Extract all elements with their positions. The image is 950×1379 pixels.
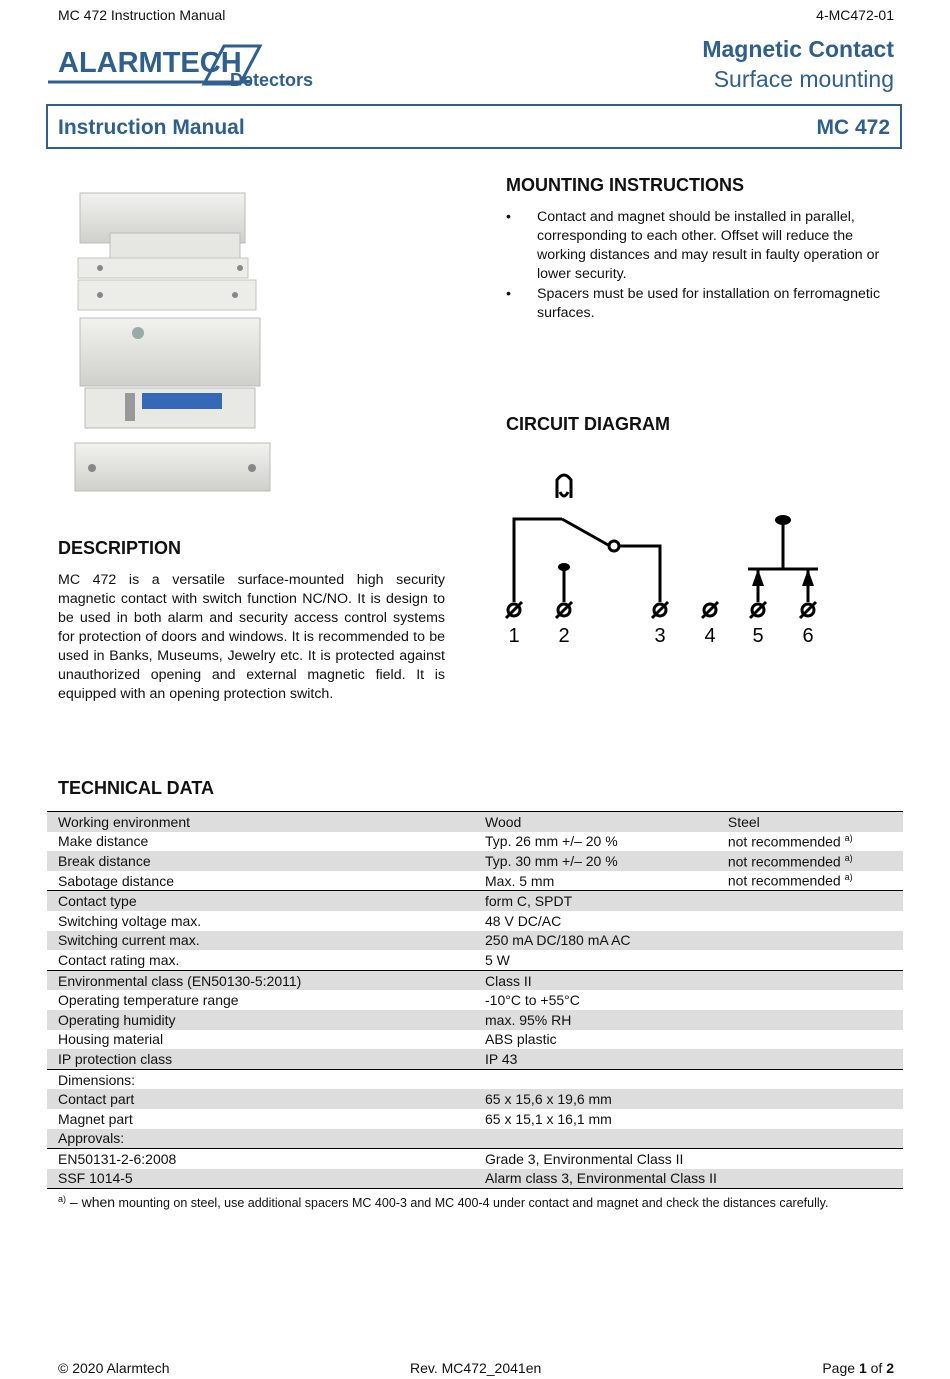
footnote [58, 1194, 828, 1210]
table-cell [717, 1109, 903, 1129]
table-cell [47, 832, 474, 852]
cell-text: Typ. 30 mm +/– 20 % [485, 852, 618, 869]
cell-text: Wood [485, 813, 522, 830]
cell-text: Housing material [58, 1031, 164, 1048]
cell-text: not recommended [727, 833, 841, 850]
table-cell [717, 1010, 903, 1030]
cell-text: 65 x 15,1 x 16,1 mm [485, 1110, 612, 1127]
table-cell [47, 891, 474, 911]
page-of: of [866, 1360, 887, 1376]
banner-left: Instruction Manual [58, 116, 245, 139]
cell-text: -10°C to +55°C [485, 992, 580, 1009]
table-row [47, 1030, 903, 1050]
table-cell [717, 1069, 903, 1089]
table-cell [47, 871, 474, 891]
cell-text: Max. 5 mm [485, 872, 555, 889]
alarmtech-logo [46, 38, 326, 96]
page-word: Page [822, 1360, 859, 1376]
description-text: MC 472 is a versatile surface-mounted high security magnetic contact with switch function NC/NO. It is design to be used in both alarm and security access control systems for protection of doors and windows. It is recommended to be used in Banks, Museums, Jewelry etc. It is protected against unauthorized opening and external magnetic field. It is equipped with an opening protection switch. [58, 572, 445, 702]
table-cell [47, 1109, 474, 1129]
manual-banner [46, 104, 902, 149]
table-cell [717, 1169, 903, 1189]
page-number [822, 1360, 894, 1376]
list-item: • Spacers must be used for installation on ferromagnetic surfaces. [506, 285, 901, 323]
cell-text: not recommended [727, 853, 841, 870]
table-cell [717, 1089, 903, 1109]
cell-text: Alarm class 3, Environmental Class II [485, 1170, 717, 1187]
table-cell [717, 1049, 903, 1069]
table-cell [474, 1030, 717, 1050]
table-row [47, 931, 903, 951]
table-row [47, 990, 903, 1010]
cell-text: Contact part [58, 1091, 135, 1108]
table-cell [717, 812, 903, 832]
table-cell [474, 1069, 717, 1089]
table-row [47, 911, 903, 931]
cell-text: Contact rating max. [58, 951, 180, 968]
table-cell [47, 1049, 474, 1069]
table-cell [47, 990, 474, 1010]
table-cell [717, 851, 903, 871]
cell-text: max. 95% RH [485, 1011, 572, 1028]
table-cell [474, 812, 717, 832]
cell-text: Operating temperature range [58, 992, 239, 1009]
table-row [47, 1149, 903, 1169]
table-cell [47, 970, 474, 990]
table-row [47, 1069, 903, 1089]
mounting-heading: MOUNTING INSTRUCTIONS [506, 175, 744, 195]
cell-text: Make distance [58, 833, 149, 850]
cell-text: 65 x 15,6 x 19,6 mm [485, 1091, 612, 1108]
footnote-ref: a) [844, 852, 853, 863]
doc-code: 4-MC472-01 [816, 7, 894, 23]
table-cell [717, 1129, 903, 1149]
technical-table [47, 811, 903, 1189]
table-row [47, 1049, 903, 1069]
table-cell [474, 851, 717, 871]
banner-right: MC 472 [816, 116, 890, 139]
doc-name: MC 472 Instruction Manual [58, 7, 226, 23]
table-cell [47, 931, 474, 951]
table-cell [47, 1129, 474, 1149]
table-cell [47, 1149, 474, 1169]
table-cell [474, 832, 717, 852]
table-cell [717, 1149, 903, 1169]
table-cell [47, 1169, 474, 1189]
footnote-mark: a) [58, 1194, 67, 1204]
table-cell [47, 950, 474, 970]
table-cell [717, 911, 903, 931]
cell-text: Steel [727, 813, 760, 830]
table-cell [474, 970, 717, 990]
cell-text: Switching voltage max. [58, 912, 202, 929]
cell-text: 250 mA DC/180 mA AC [485, 932, 631, 949]
table-row [47, 832, 903, 852]
cell-text: not recommended [727, 872, 841, 889]
logo-text: ALARMTECH [58, 47, 242, 79]
cell-text: SSF 1014-5 [58, 1170, 133, 1187]
table-row [47, 1089, 903, 1109]
terminal-label: 1 [508, 625, 520, 647]
table-cell [474, 1109, 717, 1129]
table-cell [474, 1169, 717, 1189]
cell-text: Typ. 26 mm +/– 20 % [485, 833, 618, 850]
table-cell [474, 1010, 717, 1030]
table-cell [47, 1030, 474, 1050]
table-row [47, 950, 903, 970]
circuit-heading: CIRCUIT DIAGRAM [506, 414, 670, 434]
footnote-text: mounting on steel, use additional spacers MC 400-3 and MC 400-4 under contact and magnet and check the distances carefully. [115, 1196, 829, 1211]
table-cell [47, 851, 474, 871]
footnote-ref: a) [844, 833, 853, 844]
list-item: • Contact and magnet should be installed in parallel, corresponding to each other. Offset will reduce the working distances and may result in faulty operation or lower security. [506, 208, 901, 284]
table-cell [474, 990, 717, 1010]
page-current: 1 [858, 1360, 867, 1376]
table-cell [474, 1089, 717, 1109]
cell-text: Operating humidity [58, 1011, 176, 1028]
cell-text: ABS plastic [485, 1031, 557, 1048]
revision: Rev. MC472_2041en [410, 1360, 542, 1376]
table-cell [474, 950, 717, 970]
cell-text: Approvals: [58, 1130, 125, 1147]
footnote-ref: a) [844, 872, 853, 883]
cell-text: Magnet part [58, 1110, 133, 1127]
table-cell [474, 871, 717, 891]
table-cell [717, 871, 903, 891]
table-row [47, 1109, 903, 1129]
cell-text: IP protection class [58, 1050, 173, 1067]
table-cell [717, 891, 903, 911]
table-row [47, 812, 903, 832]
table-row [47, 1129, 903, 1149]
table-cell [717, 1030, 903, 1050]
cell-text: Class II [485, 972, 532, 989]
cell-text: Switching current max. [58, 932, 200, 949]
table-cell [474, 1129, 717, 1149]
table-cell [47, 1010, 474, 1030]
terminal-label: 5 [752, 625, 764, 647]
cell-text: Working environment [58, 813, 191, 830]
table-cell [474, 1149, 717, 1169]
table-cell [47, 911, 474, 931]
table-cell [717, 931, 903, 951]
table-row [47, 891, 903, 911]
cell-text: Environmental class (EN50130-5:2011) [58, 972, 302, 989]
table-cell [717, 832, 903, 852]
cell-text: IP 43 [485, 1050, 518, 1067]
product-photo [70, 188, 275, 498]
table-cell [717, 950, 903, 970]
cell-text: EN50131-2-6:2008 [58, 1150, 177, 1167]
table-cell [717, 970, 903, 990]
table-cell [47, 1069, 474, 1089]
table-cell [47, 1089, 474, 1109]
product-subtitle: Surface mounting [713, 66, 894, 92]
cell-text: Dimensions: [58, 1071, 136, 1088]
cell-text: form C, SPDT [485, 893, 573, 910]
table-cell [474, 911, 717, 931]
cell-text: Grade 3, Environmental Class II [485, 1150, 684, 1167]
terminal-label: 3 [654, 625, 666, 647]
table-row [47, 1169, 903, 1189]
table-row [47, 851, 903, 871]
cell-text: Contact type [58, 893, 137, 910]
table-row [47, 970, 903, 990]
cell-text: Break distance [58, 852, 151, 869]
footnote-lead: – when [66, 1194, 116, 1211]
product-title: Magnetic Contact [702, 36, 894, 62]
table-cell [717, 990, 903, 1010]
page-total: 2 [886, 1360, 894, 1376]
copyright: © 2020 Alarmtech [58, 1360, 170, 1376]
table-cell [47, 812, 474, 832]
table-cell [474, 891, 717, 911]
cell-text: 5 W [485, 951, 510, 968]
table-row [47, 1010, 903, 1030]
table-cell [474, 931, 717, 951]
description-heading: DESCRIPTION [58, 538, 182, 558]
cell-text: Sabotage distance [58, 872, 174, 889]
circuit-diagram [500, 462, 830, 652]
terminal-label: 6 [802, 625, 814, 647]
cell-text: 48 V DC/AC [485, 912, 562, 929]
terminal-label: 4 [704, 625, 716, 647]
technical-heading: TECHNICAL DATA [58, 778, 214, 798]
mounting-list [506, 208, 901, 324]
table-cell [474, 1049, 717, 1069]
logo-sub: Detectors [230, 70, 314, 90]
terminal-label: 2 [558, 625, 570, 647]
table-row [47, 871, 903, 891]
